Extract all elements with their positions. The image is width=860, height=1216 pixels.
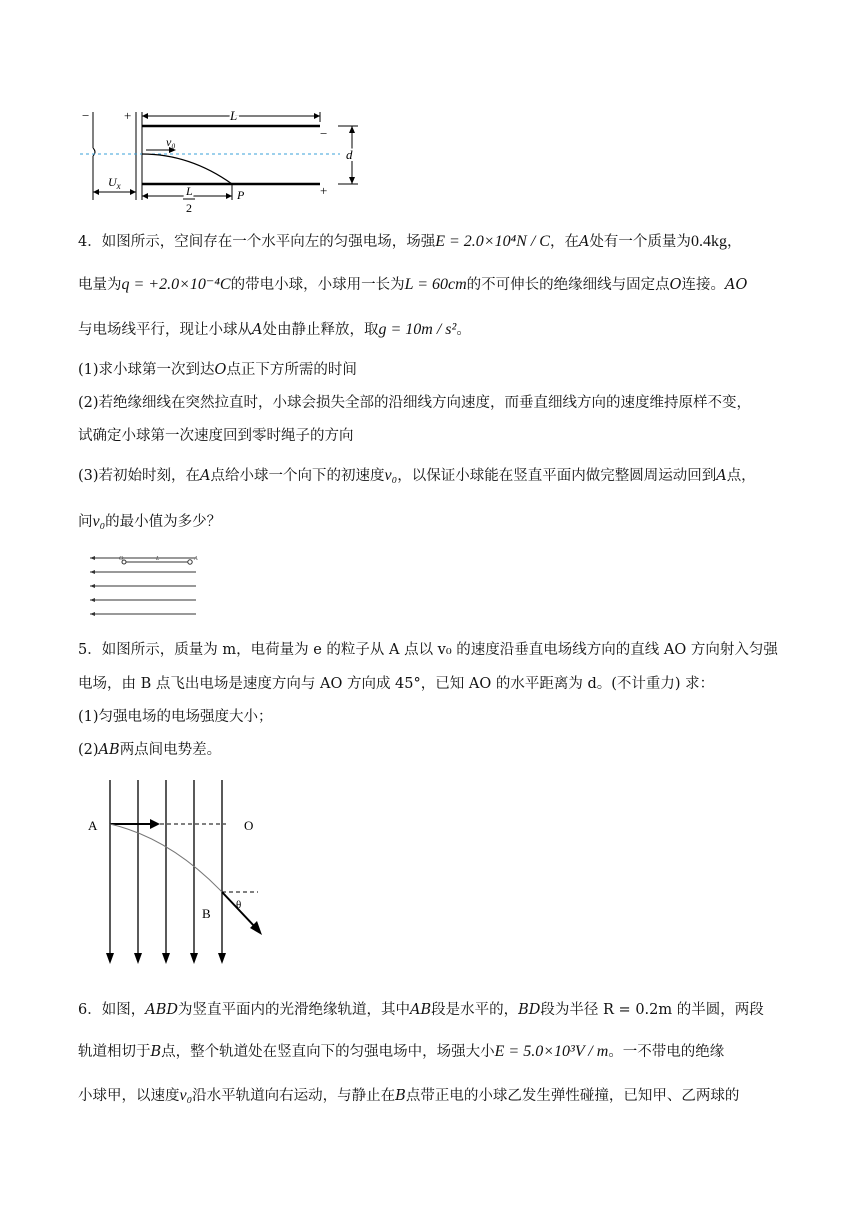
figure-particle-deflection (80, 778, 280, 968)
q4-sub2-line2 (78, 426, 790, 446)
q5-AB: AB (98, 742, 120, 758)
q6-line3 (78, 1086, 790, 1106)
q4-sub1 (78, 360, 790, 380)
q4-text: 点正下方所需的时间 (226, 362, 357, 378)
fig2-O: O (119, 556, 124, 562)
q6-text: 沿水平轨道向右运动，与静止在 (192, 1088, 396, 1104)
q6-text: 点，整个轨道处在竖直向下的匀强电场中，场强大小 (161, 1044, 495, 1060)
q6-text: 点带正电的小球乙发生弹性碰撞，已知甲、乙两球的 (405, 1088, 740, 1104)
q6-ABD: ABD (145, 1002, 178, 1018)
q6-text: 段为半径 R = 0.2m 的半圆，两段 (540, 1002, 764, 1018)
q4-v0: v₀ (92, 513, 106, 530)
q4-text: 。 (456, 322, 471, 338)
q4-field-strength: E = 2.0×10⁴N / C (435, 233, 550, 250)
q6-line1 (78, 1000, 790, 1020)
fig3-B: B (202, 906, 211, 921)
q4-sub3-line2 (78, 512, 790, 532)
q4-v0: v₀ (384, 467, 398, 484)
fig1-plus-left: + (124, 108, 132, 123)
q4-point-A: A (200, 468, 211, 484)
q6-line2 (78, 1042, 790, 1062)
fig1-halfL-num: L (186, 184, 193, 198)
q4-text: ， (726, 234, 742, 250)
fig3-O: O (244, 818, 254, 833)
q4-text: 试确定小球第一次速度回到零时绳子的方向 (78, 428, 354, 444)
q4-AO: AO (725, 277, 748, 293)
fig3-A: A (88, 818, 98, 833)
q4-line3 (78, 320, 790, 340)
q4-mass: 0.4kg (690, 233, 727, 250)
q4-text: 电量为 (78, 277, 122, 293)
q4-point-A: A (252, 322, 263, 338)
q4-charge: q = +2.0×10⁻⁴C (121, 276, 231, 293)
q4-text: (2)若绝缘细线在突然拉直时，小球会损失全部的沿细线方向速度，而垂直细线方向的速度维持原样不变， (78, 395, 752, 411)
q5-text: (2) (78, 742, 99, 758)
q4-text: 与电场线平行，现让小球从 (78, 322, 252, 338)
q4-text: 处有一个质量为 (589, 234, 691, 250)
fig1-Ux: U (108, 175, 117, 189)
q4-text: 的最小值为多少？ (105, 514, 222, 530)
fig1-L: L (230, 108, 238, 123)
fig1-halfL-den: 2 (186, 201, 192, 215)
fig2-A: A (194, 556, 198, 562)
q4-text: 问 (78, 514, 93, 530)
q4-length: L = 60cm (404, 276, 467, 293)
q6-text: 。一不带电的绝缘 (608, 1044, 725, 1060)
q4-text: 的带电小球，小球用一长为 (230, 277, 405, 293)
q4-line1 (78, 232, 790, 252)
q5-text: 两点间电势差。 (119, 742, 222, 758)
q6-point-B: B (395, 1088, 406, 1104)
q4-text: 点给小球一个向下的初速度 (210, 468, 385, 484)
q4-text: 处由静止释放，取 (262, 322, 379, 338)
fig1-v0: v₀ (166, 135, 176, 149)
q4-point-A: A (578, 234, 590, 250)
q4-point-O: O (669, 277, 682, 293)
q5-text: 电场，由 B 点飞出电场是速度方向与 AO 方向成 45°，已知 AO 的水平距离为 d。(不计重力) 求： (78, 676, 715, 692)
q4-text: ，以保证小球能在竖直平面内做完整圆周运动回到 (397, 468, 717, 484)
q4-gravity: g = 10m / s² (378, 321, 457, 338)
fig1-minus-top: − (320, 126, 328, 141)
q5-sub1 (78, 707, 790, 727)
q4-point-A: A (716, 468, 727, 484)
fig1-plus-bottom: + (320, 183, 328, 198)
q5-sub2 (78, 740, 790, 760)
q4-text: (1)求小球第一次到达 (78, 362, 215, 378)
q4-text: 4．如图所示，空间存在一个水平向左的匀强电场，场强 (78, 234, 436, 250)
q5-text: (1)匀强电场的电场强度大小； (78, 709, 273, 725)
q5-line1 (78, 640, 790, 660)
svg-text:Ux (108, 175, 121, 191)
figure-field-lines (86, 550, 216, 630)
q4-sub3-line1 (78, 466, 790, 486)
fig1-P: P (237, 188, 245, 202)
q4-text: 的不可伸长的绝缘细线与固定点 (466, 277, 670, 293)
q6-field-strength: E = 5.0×10³V / m (494, 1043, 609, 1060)
fig2-L: L (156, 556, 160, 562)
q4-text: (3)若初始时刻，在 (78, 468, 201, 484)
q5-line2 (78, 674, 790, 694)
q6-BD: BD (518, 1002, 541, 1018)
q6-point-B: B (150, 1044, 162, 1060)
q4-text: 连接。 (681, 277, 726, 293)
q6-text: 6．如图， (78, 1002, 146, 1018)
q6-v0: v₀ (179, 1087, 193, 1104)
fig3-theta: θ (236, 899, 242, 911)
q6-AB: AB (410, 1002, 432, 1018)
q5-text: 5．如图所示，质量为 m，电荷量为 e 的粒子从 A 点以 v₀ 的速度沿垂直电场线方向的直线 AO 方向射入匀强 (78, 642, 778, 658)
fig1-minus-left: − (82, 108, 90, 123)
figure-capacitor (80, 100, 380, 220)
q6-text: 轨道相切于 (78, 1044, 151, 1060)
q4-sub2-line1 (78, 393, 790, 413)
q6-text: 小球甲，以速度 (78, 1088, 180, 1104)
q6-text: 段是水平的， (431, 1002, 519, 1018)
q6-text: 为竖直平面内的光滑绝缘轨道，其中 (178, 1002, 410, 1018)
q4-text: ，在 (549, 234, 579, 250)
q4-point-O: O (214, 362, 227, 378)
fig1-Ux-sub: x (116, 181, 121, 191)
q4-text: 点， (726, 468, 756, 484)
q4-line2 (78, 275, 790, 295)
fig1-d: d (346, 147, 353, 162)
